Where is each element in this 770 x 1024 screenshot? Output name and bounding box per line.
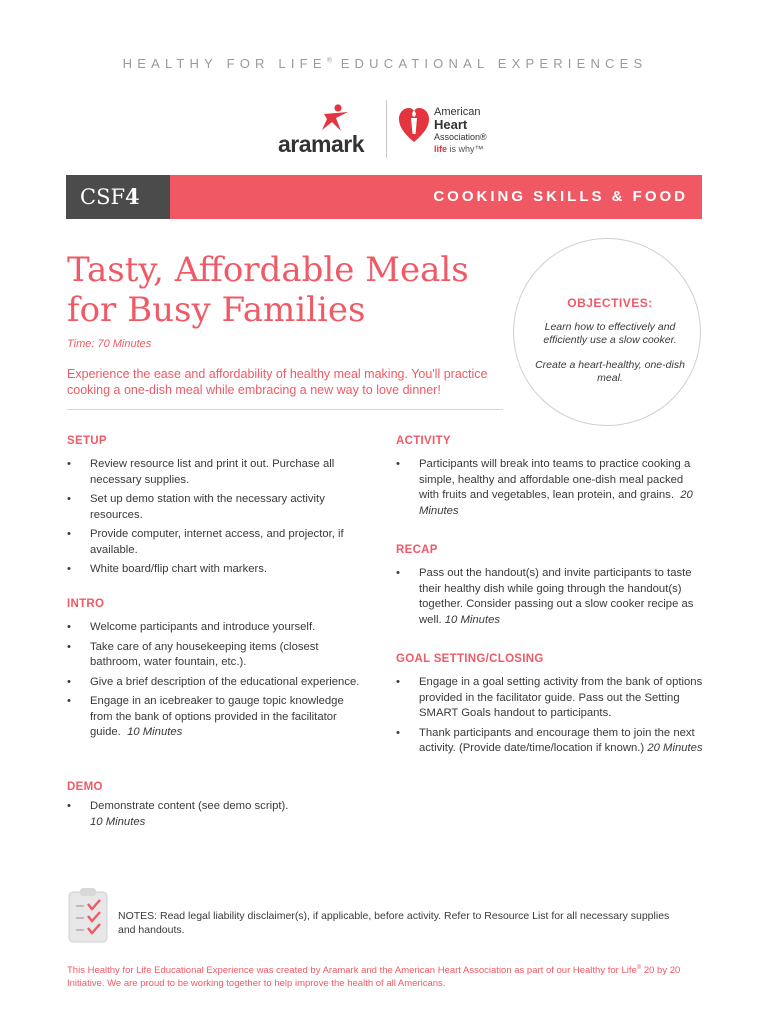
page-title-line-2: for Busy Families [67,290,366,330]
aramark-star-figure-icon [278,104,374,134]
list-item-text: Thank participants and encourage them to join the next activity. (Provide date/time/location if known.) [419,726,695,754]
series-reg-mark: ® [326,57,332,65]
divider [67,409,503,410]
list-item [396,566,704,628]
list-item: • Welcome participants and introduce yourself. [67,620,367,636]
footer-reg-mark: ® [636,965,642,971]
aha-line-1: American [434,106,481,118]
footer-part-1: This Healthy for Life Educational Experience was created by Aramark and the American Heart Association as part of our Healthy for Life [67,965,637,977]
intro-heading: INTRO [67,598,105,610]
objective-item: Create a heart-healthy, one-dish meal. [535,359,685,384]
series-title-text: HEALTHY FOR LIFE [122,56,327,71]
page-title-line-1: Tasty, Affordable Meals [67,250,469,290]
footer-part-2: 20 by 20 Initiative. We are proud to be working together to help improve the health of all Americans. [67,965,681,990]
list-item: • Review resource list and print it out. Purchase all necessary supplies. [67,457,367,488]
intro-section [67,598,367,741]
list-item-text: Participants will break into teams to practice cooking a simple, healthy and affordable one-dish meal packed with fruits and vegetables, lean protein, and grains. [419,458,691,501]
list-item: • White board/flip chart with markers. [67,562,367,578]
clipboard-checklist-icon [66,886,110,944]
aha-line-2: Heart [434,117,468,132]
list-item [67,799,367,830]
list-item: • Engage in a goal setting activity from the bank of options provided in the facilitator guide. Pass out the Setting SMART Goals handout to participants. [396,675,704,722]
time-label: Time: 70 Minutes [67,338,152,350]
lesson-code-number: 4 [125,184,140,209]
duration: 20 Minutes [647,742,703,754]
duration: 10 Minutes [127,726,183,738]
goal-setting-section [396,653,704,757]
series-title-rest: EDUCATIONAL EXPERIENCES [340,56,648,71]
list-item: • Give a brief description of the educational experience. [67,675,367,691]
list-item: • Provide computer, internet access, and projector, if available. [67,527,367,558]
aha-tag-rest: is why [447,144,475,154]
list-item-text: Engage in an icebreaker to gauge topic knowledge from the bank of options provided in the facilitator guide. [90,695,344,738]
aha-line-3: Association [434,132,481,142]
activity-heading: ACTIVITY [396,435,451,447]
demo-heading: DEMO [67,781,103,793]
list-item-text: Demonstrate content (see demo script). [90,800,289,812]
aha-tag-life: life [434,144,448,154]
logo-divider [386,100,387,158]
aha-tagline [434,144,484,154]
category-label: COOKING SKILLS & FOOD [433,188,688,205]
list-item [396,457,704,519]
footer-text [67,962,687,990]
page-title [67,250,517,330]
recap-section [396,544,704,628]
aha-tm-mark: ™ [474,144,484,154]
objective-item: Learn how to effectively and efficiently use a slow cooker. [543,321,677,346]
setup-section [67,435,367,578]
duration: 20 Minutes [419,489,693,517]
category-banner [66,175,702,219]
goal-setting-heading: GOAL SETTING/CLOSING [396,653,544,665]
aha-reg-mark: ® [480,132,487,142]
list-item: • Set up demo station with the necessary activity resources. [67,492,367,523]
duration: 10 Minutes [444,613,501,626]
series-title [0,56,770,71]
aha-wordmark [434,107,487,143]
lesson-code [66,175,170,219]
activity-section [396,435,704,519]
list-item [396,726,704,757]
demo-section [67,781,367,830]
setup-heading: SETUP [67,435,107,447]
list-item [67,694,367,741]
aramark-wordmark: aramark [278,131,365,157]
notes-text: NOTES: Read legal liability disclaimer(s), if applicable, before activity. Refer to Resource List for all necessary supplies and handouts. [118,910,670,936]
list-item: • Take care of any housekeeping items (closest bathroom, water fountain, etc.). [67,640,367,671]
aramark-logo [278,104,374,157]
recap-heading: RECAP [396,544,438,556]
aha-logo [398,104,508,156]
list-item-text: Pass out the handout(s) and invite participants to taste their healthy dish while going through the handout(s) together. Consider passing out a slow cooker recipe as well. [419,567,694,626]
objectives-title: OBJECTIVES: [567,296,653,310]
duration: 10 Minutes [90,815,146,828]
lesson-code-prefix: CSF [80,185,126,209]
intro-paragraph: Experience the ease and affordability of healthy meal making. You'll practice cooking a one-dish meal while embracing a new way to love dinner! [67,367,488,397]
heart-torch-icon [398,106,430,146]
